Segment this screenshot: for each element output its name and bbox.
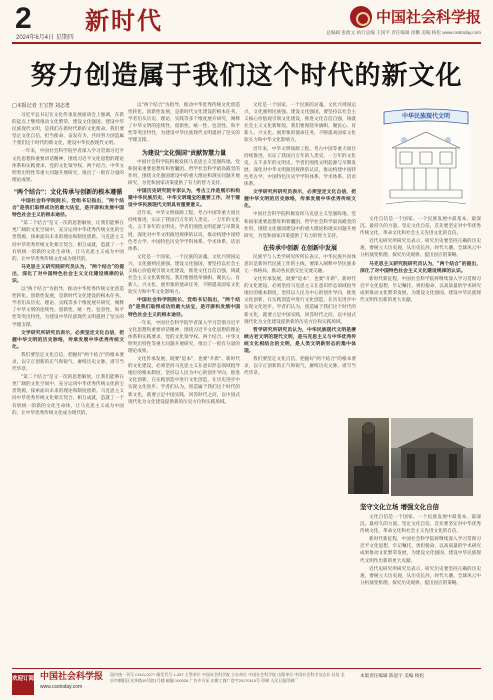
- article-column-4-top: [360, 102, 380, 214]
- editorial-meta: 总编辑 张政文 执行总编 王国平 责任编辑 徐鹏 美编 杨松 www.csstoday.com: [326, 30, 481, 35]
- photo-small: [348, 418, 389, 494]
- issue-date: 2024年6月4日 星期四: [16, 35, 74, 41]
- article-column-1: [12, 102, 124, 660]
- masthead-logo: [350, 6, 481, 28]
- quote-paragraph: 马克思主义研究院研究员认为，"两个结合"的提出，深化了对中国特色社会主义文化建设规律的认识。: [360, 261, 481, 274]
- byline: □本报记者 王宝智 刘志勇: [12, 103, 70, 109]
- paragraph: 近年来，中华文明探源工程、考古中国等重大项目持续推进，实证了我国百万年的人类史、一万年的文化史、五千多年的文明史。学者们围绕文明起源与早期发展，深化对中华文明演进规律的认识，推动构建中国特色考古学、中国特色历史学学科体系、学术体系、话语体系。: [244, 146, 356, 188]
- subheading: 为建设"文化强国"贡献智慧力量: [141, 149, 227, 157]
- paragraph: 一年来，中国社会科学院学者深入学习贯彻习近平文化思想和重要讲话精神，围绕习近平文化思想的理论体系和实践要求、党的文化领导权、两个结合、中华文明突出特性等重大问题开展研究，推出了一批有分量的理论成果。: [128, 320, 240, 354]
- paragraph: 我们要坚定文化自信，把握好"两个结合"的根本要求，以守正创新的正气和锐气，赓续历史文脉，谱写当代华章。: [244, 357, 356, 377]
- paragraph: "第二个结合"是又一次的思想解放，让我们能够在更广阔的文化空间中，充分运用中华优秀传统文化的宝贵资源，探索面向未来的理论和制度创新。马克思主义同中华优秀传统文化相互契合、相互成就，造就了一个有机统一的新的文化生命体，让马克思主义成为中国的，让中华优秀传统文化成为现代的。: [12, 221, 124, 262]
- page-number: 2: [15, 2, 32, 35]
- paragraph: 一年来，中国社会科学院学者深入学习贯彻习近平文化思想和重要讲话精神，围绕习近平文化思想的理论体系和实践要求、党的文化领导权、两个结合、中华文明突出特性等重大问题开展研究，推出了一批有分量的理论成果。: [12, 149, 124, 183]
- header-divider: [12, 42, 481, 44]
- paragraph: 中国社会科学院积极发挥马克思主义坚强阵地、党和国家重要思想库和智囊团、哲学社会科学最高殿堂的作用，围绕文化强国建设中的重大理论和现实问题开展研究，为党和国家决策提供了有力的智力支持。: [128, 159, 240, 186]
- section-title: 新时代: [85, 6, 163, 35]
- paragraph: 习近平总书记在文化传承发展座谈会上强调，在新的起点上继续推动文化繁荣、建设文化强国、建设中华民族现代文明，是我们在新时代新的文化使命。我们要坚定文化自信，担当使命，奋发有为，共同努力创造属于我们这个时代的新文化，建设中华民族现代文明。: [12, 113, 124, 147]
- building-drawing-icon: [382, 128, 470, 212]
- footer-divider: [12, 668, 481, 669]
- page-footer: [0, 668, 493, 700]
- article-column-4: [360, 216, 481, 414]
- footer-logo: 中国社会科学报: [40, 672, 104, 682]
- paragraph: 近年来，中华文明探源工程、考古中国等重大项目持续推进，实证了我国百万年的人类史、一万年的文化史、五千多年的文明史。学者们围绕文明起源与早期发展，深化对中华文明演进规律的认识，推动构建中国特色考古学、中国特色历史学学科体系、学术体系、话语体系。: [128, 211, 240, 252]
- subscribe-badge: 欢迎订阅: [12, 673, 34, 695]
- article-column-4-bottom: [360, 500, 481, 660]
- publication-info: 国内统一刊号 CN11-0277 邮发代号 1-287 主管单位 中国社会科学院 主办单位 中国社会科学院 出版单位 中国社会科学杂志社 社址 北京市朝阳区光华路15号院1号楼 邮编 100026 广告许可证 京朝工商广登字20170115号 印刷 人民日报印刷厂: [110, 672, 345, 683]
- paragraph: 文化传承发展，既要"返本"，也要"开新"。新时代的文化建设，必须坚持马克思主义在意识形态领域指导地位的根本制度，坚持以人民为中心的创作导向，推进文化创新，在实践创造中进行文化创造，在历史进步中实现文化进步。学者们认为，创造属于我们这个时代的新文化，就要立足中国实践，回答时代之问，以中国式现代化为文化建设提供新的历史方位和实践场域。: [244, 277, 356, 325]
- paragraph: 文化自信是一个国家、一个民族发展中最基本、最深沉、最持久的力量。坚定文化自信，首先要坚定对中华优秀传统文化、革命文化和社会主义先进文化的自信。: [360, 217, 481, 237]
- quote-paragraph: 马克思主义研究院研究员认为，"两个结合"的提出，深化了对中国特色社会主义文化建设规律的认识。: [12, 264, 124, 284]
- quote-paragraph: 哲学研究所研究员认为，中华民族现代文明是赓续古老文明的现代文明，是马克思主义与中华优秀传统文化相结合的文明，是人类文明新形态的集中体现。: [244, 327, 356, 354]
- architecture-sketch: [382, 108, 470, 212]
- paragraph: 以"两个结合"为指导，推动中华优秀传统文化创造性转化、创新性发展，是新时代文化建设的根本任务。学者们从历史、理论、实践等多个维度展开研究，阐释了中华文明的连续性、创新性、统一性、包容性、和平性等突出特性，为建设中华民族现代文明提供了坚实的学理支撑。: [12, 287, 124, 328]
- editor-note: 本版责任编辑 陈思宇 美编 杨松: [360, 674, 425, 679]
- paragraph: 文化自信是一个国家、一个民族发展中最基本、最深沉、最持久的力量。坚定文化自信，首先要坚定对中华优秀传统文化、革命文化和社会主义先进文化的自信。: [360, 515, 481, 535]
- paragraph: 新时代新征程，中国社会科学院将继续深入学习贯彻习近平文化思想，牢记嘱托、勇担使命，以高质量的学术研究成果推动文化繁荣发展，为建设文化强国、建设中华民族现代文明作出新的更大贡献。: [360, 537, 481, 564]
- subheading: 在传承中创新 在创新中发展: [262, 244, 338, 252]
- paragraph: "第二个结合"是又一次的思想解放，让我们能够在更广阔的文化空间中，充分运用中华优秀传统文化的宝贵资源，探索面向未来的理论和制度创新。马克思主义同中华优秀传统文化相互契合、相互成就，造就了一个有机统一的新的文化生命体，让马克思主义成为中国的，让中华优秀传统文化成为现代的。: [12, 375, 124, 416]
- subheading: 坚守文化立场 增强文化自信: [360, 503, 439, 511]
- statue-photo-icon: [348, 418, 389, 494]
- quote-paragraph: 中国社会科学院院长、党组书记指出，"两个结合"是我们取得成功的最大法宝，是开辟和发展中国特色社会主义的根本途径。: [128, 298, 240, 318]
- newspaper-seal-icon: [350, 6, 372, 28]
- article-column-3: [244, 102, 356, 660]
- building-photo-icon: [391, 418, 473, 496]
- sketch-banner-text: 中华民族现代文明: [401, 113, 450, 120]
- paragraph: 文化传承发展，既要"返本"，也要"开新"。新时代的文化建设，必须坚持马克思主义在意识形态领域指导地位的根本制度，坚持以人民为中心的创作导向，推进文化创新，在实践创造中进行文化创造，在历史进步中实现文化进步。学者们认为，创造属于我们这个时代的新文化，就要立足中国实践，回答时代之问，以中国式现代化为文化建设提供新的历史方位和实践场域。: [128, 357, 240, 405]
- paragraph: 文化是一个国家、一个民族的灵魂。文化兴则国运兴，文化强则民族强。建设文化强国，要坚持以社会主义核心价值观引领文化建设，推进文化自信自强，铸就社会主义文化新辉煌。我们要围绕举旗帜、聚民心、育新人、兴文化、展形象的使命任务，不断提高国家文化软实力和中华文化影响力。: [244, 103, 356, 144]
- main-headline: 努力创造属于我们这个时代的新文化: [30, 61, 463, 91]
- photo-large: [391, 418, 473, 496]
- paragraph: 文化是一个国家、一个民族的灵魂。文化兴则国运兴，文化强则民族强。建设文化强国，要坚持以社会主义核心价值观引领文化建设，推进文化自信自强，铸就社会主义文化新辉煌。我们要围绕举旗帜、聚民心、育新人、兴文化、展形象的使命任务，不断提高国家文化软实力和中华文化影响力。: [128, 254, 240, 296]
- page-header: [0, 0, 493, 44]
- paragraph: 近代史研究所研究员表示，研究历史要坚持正确的历史观，要树立大历史观，从历史长河、时代大潮、全球风云中分析演变机理、探究历史规律，提出因应的策略。: [360, 239, 481, 259]
- newspaper-name: 中国社会科学报: [375, 8, 481, 26]
- quote-paragraph: 中国社会科学院院长、党组书记指出，"两个结合"是我们取得成功的最大法宝，是开辟和发展中国特色社会主义的根本途径。: [12, 198, 124, 219]
- quote-paragraph: 文学研究所研究员表示，必须坚定文化自信，把握中华文明的历史脉络，传承发展中华优秀传统文化。: [244, 190, 356, 210]
- paragraph: 以"两个结合"为指导，推动中华优秀传统文化创造性转化、创新性发展，是新时代文化建设的根本任务。学者们从历史、理论、实践等多个维度展开研究，阐释了中华文明的连续性、创新性、统一性、包容性、和平性等突出特性，为建设中华民族现代文明提供了坚实的学理支撑。: [128, 103, 240, 144]
- quote-paragraph: 文学研究所研究员表示，必须坚定文化自信，把握中华文明的历史脉络，传承发展中华优秀传统文化。: [12, 330, 124, 350]
- paragraph: 新时代新征程，中国社会科学院将继续深入学习贯彻习近平文化思想，牢记嘱托、勇担使命，以高质量的学术研究成果推动文化繁荣发展，为建设文化强国、建设中华民族现代文明作出新的更大贡献。: [360, 276, 481, 304]
- paragraph: 中国社会科学院积极发挥马克思主义坚强阵地、党和国家重要思想库和智囊团、哲学社会科学最高殿堂的作用，围绕文化强国建设中的重大理论和现实问题开展研究，为党和国家决策提供了有力的智力支持。: [244, 212, 356, 239]
- paragraph: 我们要坚定文化自信，把握好"两个结合"的根本要求，以守正创新的正气和锐气，赓续历史文脉，谱写当代华章。: [12, 352, 124, 373]
- article-column-2: [128, 102, 240, 660]
- paragraph: 近代史研究所研究员表示，研究历史要坚持正确的历史观，要树立大历史观，从历史长河、时代大潮、全球风云中分析演变机理、探究历史规律，提出因应的策略。: [360, 566, 481, 586]
- subheading: "两个结合"：文化传承与创新的根本遵循: [13, 188, 123, 196]
- footer-url[interactable]: www.csstoday.com: [40, 684, 83, 690]
- paragraph: 民族学与人类学研究所所长表示，中华民族共同体意识是新时代民族工作的主线，要深入阐释中华民族多元一体格局，推动各民族交往交流交融。: [244, 254, 356, 274]
- quote-paragraph: 中国历史研究院专家认为，考古工作是展示和构建中华民族历史、中华文明瑰宝的重要工作，对于建设中华民族现代文明具有重要意义。: [128, 188, 240, 209]
